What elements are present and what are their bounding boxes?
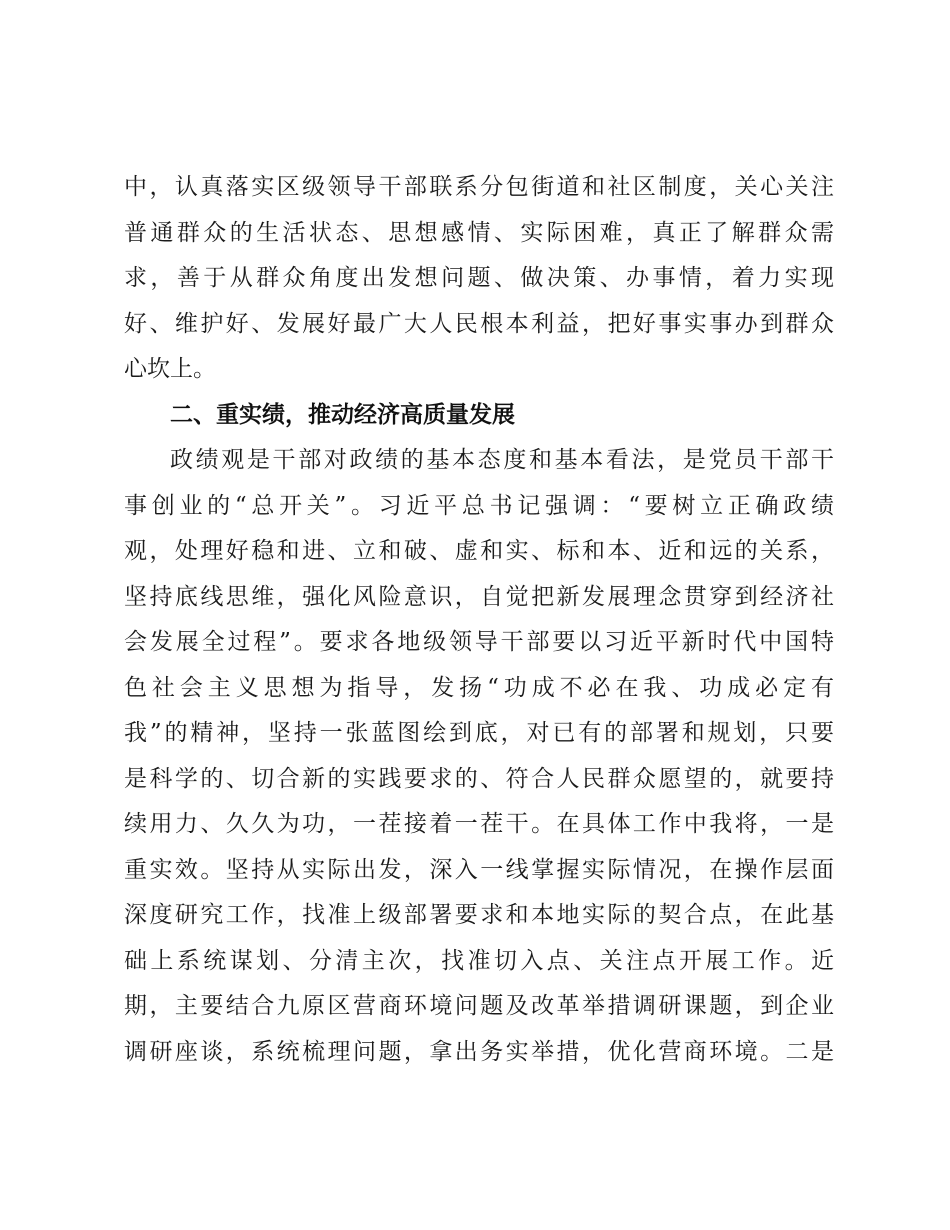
document-body — [124, 165, 834, 1075]
paragraph-line: 我”的精神，坚持一张蓝图绘到底，对已有的部署和规划，只要 — [124, 720, 834, 746]
paragraph-line: 事创业的“总开关”。习近平总书记强调：“要树立正确政绩 — [124, 492, 834, 519]
paragraph-line: 中，认真落实区级领导干部联系分包街道和社区制度，关心关注 — [124, 174, 834, 200]
paragraph-2 — [124, 438, 834, 1075]
paragraph-line: 观，处理好稳和进、立和破、虚和实、标和本、近和远的关系， — [124, 538, 834, 564]
paragraph-line: 调研座谈，系统梳理问题，拿出务实举措，优化营商环境。二是 — [124, 1038, 834, 1065]
paragraph-line: 是科学的、切合新的实践要求的、符合人民群众愿望的，就要持 — [124, 765, 834, 792]
paragraph-line: 色社会主义思想为指导，发扬“功成不必在我、功成必定有 — [124, 674, 834, 701]
paragraph-line: 好、维护好、发展好最广大人民根本利益，把好事实事办到群众 — [124, 310, 834, 337]
paragraph-line: 坚持底线思维，强化风险意识，自觉把新发展理念贯穿到经济社 — [124, 583, 834, 610]
paragraph-line: 政绩观是干部对政绩的基本态度和基本看法，是党员干部干 — [170, 447, 834, 473]
paragraph-line: 期，主要结合九原区营商环境问题及改革举措调研课题，到企业 — [124, 993, 834, 1019]
paragraph-1 — [124, 165, 834, 393]
paragraph-line: 础上系统谋划、分清主次，找准切入点、关注点开展工作。近 — [124, 947, 834, 974]
paragraph-line: 续用力、久久为功，一茬接着一茬干。在具体工作中我将，一是 — [124, 811, 834, 837]
paragraph-line: 求，善于从群众角度出发想问题、做决策、办事情，着力实现 — [124, 265, 834, 291]
section-heading: 二、重实绩，推动经济高质量发展 — [170, 401, 515, 428]
paragraph-line: 重实效。坚持从实际出发，深入一线掌握实际情况，在操作层面 — [124, 856, 834, 883]
paragraph-line: 会发展全过程”。要求各地级领导干部要以习近平新时代中国特 — [124, 629, 834, 655]
paragraph-line: 普通群众的生活状态、思想感情、实际困难，真正了解群众需 — [124, 219, 834, 246]
paragraph-line: 心坎上。 — [124, 356, 216, 382]
paragraph-line: 深度研究工作，找准上级部署要求和本地实际的契合点，在此基 — [124, 902, 834, 928]
